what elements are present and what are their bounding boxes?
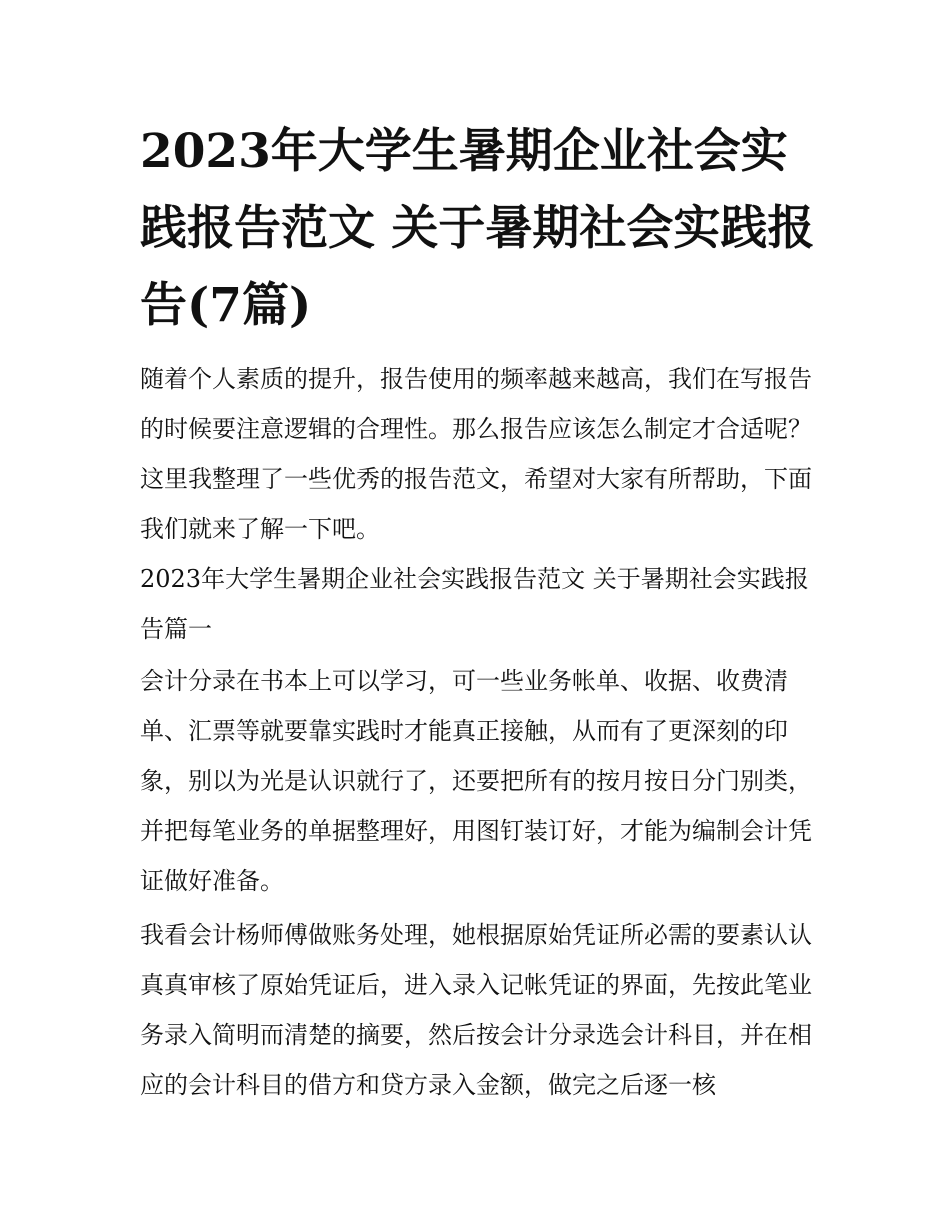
- document-title: 2023年大学生暑期企业社会实践报告范文 关于暑期社会实践报告(7篇): [140, 124, 815, 333]
- body-paragraph: 我看会计杨师傅做账务处理，她根据原始凭证所必需的要素认认真真审核了原始凭证后，进入录入记帐凭证的界面，先按此笔业务录入简明而清楚的摘要，然后按会计分录选会计科目，并在相应的会计科目的借方和贷方录入金额，做完之后逐一核: [140, 921, 812, 1099]
- section-heading: 2023年大学生暑期企业社会实践报告范文 关于暑期社会实践报告篇一: [140, 565, 809, 643]
- body-paragraph: 会计分录在书本上可以学习，可一些业务帐单、收据、收费清单、汇票等就要靠实践时才能真正接触，从而有了更深刻的印象，别以为光是认识就行了，还要把所有的按月按日分门别类，并把每笔业务的单据整理好，用图钉装订好，才能为编制会计凭证做好准备。: [140, 667, 812, 895]
- intro-paragraph: 随着个人素质的提升，报告使用的频率越来越高，我们在写报告的时候要注意逻辑的合理性。那么报告应该怎么制定才合适呢？这里我整理了一些优秀的报告范文，希望对大家有所帮助，下面我们就来了解一下吧。: [140, 365, 812, 543]
